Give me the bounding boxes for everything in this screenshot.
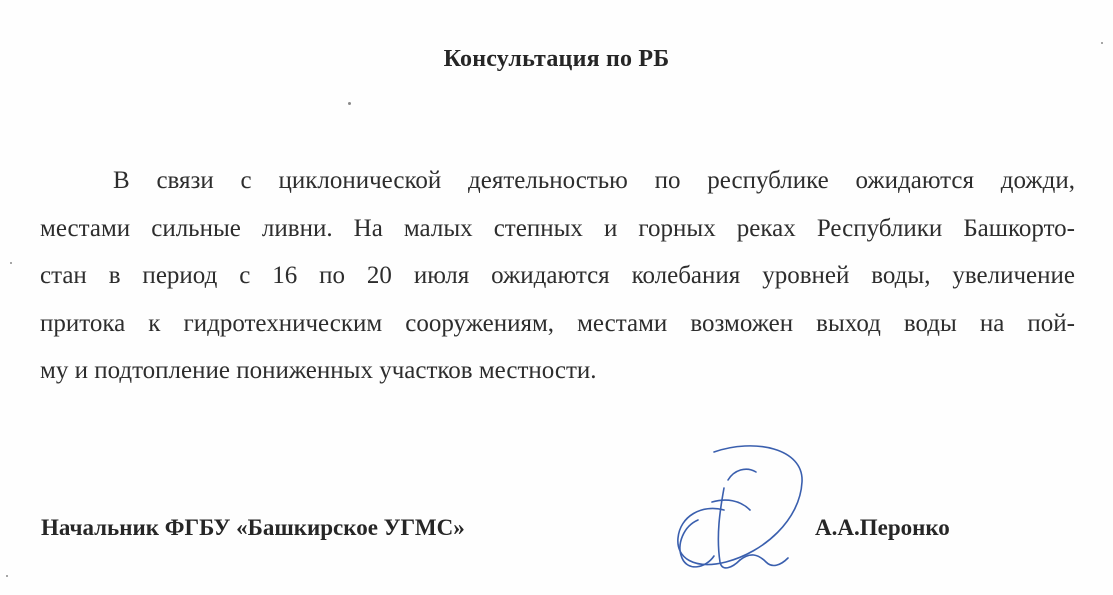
- paragraph-line: местами сильные ливни. На малых степных и горных реках Республики Башкорто-: [40, 214, 1075, 242]
- paragraph-line: притока к гидротехническим сооружениям, местами возможен выход воды на пой-: [40, 309, 1075, 337]
- paper-speck: [1101, 42, 1103, 44]
- document-title: Консультация по РБ: [443, 46, 670, 72]
- signatory-name: А.А.Перонко: [815, 515, 950, 540]
- signatory-position: Начальник ФГБУ «Башкирское УГМС»: [41, 515, 465, 540]
- paper-speck: [6, 575, 8, 577]
- paper-speck: [10, 262, 12, 264]
- paper-speck: [348, 102, 351, 105]
- paragraph-line: В связи с циклонической деятельностью по республике ожидаются дожди,: [113, 167, 1075, 194]
- document-paragraph: [40, 157, 1075, 395]
- paragraph-line: стан в период с 16 по 20 июля ожидаются колебания уровней воды, увеличение: [40, 262, 1075, 289]
- handwritten-signature: [654, 440, 814, 590]
- paragraph-line: му и подтопление пониженных участков местности.: [40, 357, 597, 384]
